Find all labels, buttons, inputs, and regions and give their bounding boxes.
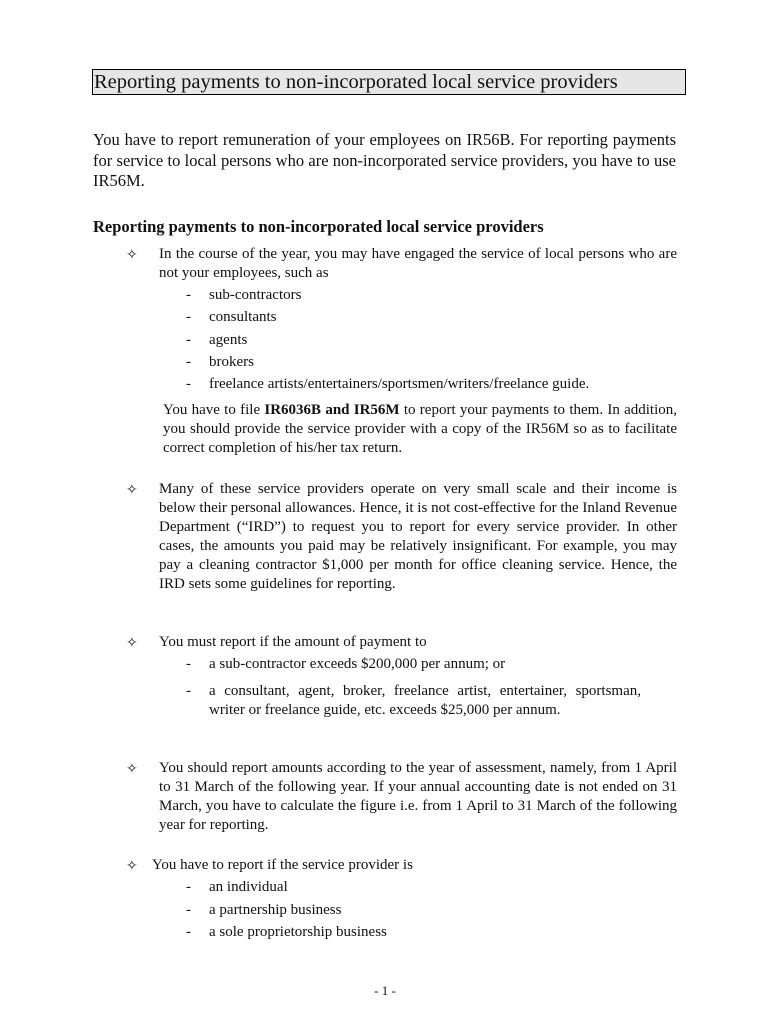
list-item: brokers bbox=[209, 354, 254, 370]
file-instruction-pre: You have to file bbox=[163, 402, 265, 418]
list-dash: - bbox=[186, 332, 191, 348]
list-item: a sub-contractor exceeds $200,000 per annum; or bbox=[209, 656, 506, 672]
list-dash: - bbox=[186, 879, 191, 895]
block4-paragraph: You should report amounts according to the year of assessment, namely, from 1 April to 31 March of the following year. If your annual accounting date is not ended on 31 March, you have to calculate the figure i.e. from 1 April to 31 March of the following year for reporting. bbox=[159, 760, 677, 833]
list-item: freelance artists/entertainers/sportsmen/writers/freelance guide. bbox=[209, 376, 590, 392]
list-dash: - bbox=[186, 683, 191, 699]
page-title: Reporting payments to non-incorporated local service providers bbox=[94, 71, 618, 93]
page-number: - 1 - bbox=[374, 983, 396, 998]
list-dash: - bbox=[186, 902, 191, 918]
diamond-bullet-icon: ✧ bbox=[126, 482, 138, 498]
file-instruction-post: to report your payments to them. In addition, you should provide the service provider with a copy of the IR56M so as to facilitate correct completion of his/her tax return. bbox=[163, 402, 677, 456]
intro-paragraph: You have to report remuneration of your employees on IR56B. For reporting payments for service to local persons who are non-incorporated service providers, you have to use IR56M. bbox=[93, 130, 676, 190]
block1-paragraph: In the course of the year, you may have engaged the service of local persons who are not your employees, such as bbox=[159, 246, 677, 281]
list-item: an individual bbox=[209, 879, 288, 895]
block3-paragraph: You must report if the amount of payment to bbox=[159, 634, 427, 650]
list-item: consultants bbox=[209, 309, 277, 325]
list-dash: - bbox=[186, 354, 191, 370]
list-dash: - bbox=[186, 287, 191, 303]
diamond-bullet-icon: ✧ bbox=[126, 858, 138, 874]
list-item: agents bbox=[209, 332, 248, 348]
block2-paragraph: Many of these service providers operate on very small scale and their income is below their personal allowances. Hence, it is not cost-effective for the Inland Revenue Department (“IRD”) to request you to report for every service provider. In other cases, the amounts you paid may be relatively insignificant. For example, you may pay a cleaning contractor $1,000 per month for office cleaning service. Hence, the IRD sets some guidelines for reporting. bbox=[159, 481, 677, 592]
list-item: a partnership business bbox=[209, 902, 342, 918]
file-instruction-paragraph bbox=[163, 401, 677, 458]
list-item: sub-contractors bbox=[209, 287, 302, 303]
diamond-bullet-icon: ✧ bbox=[126, 635, 138, 651]
block5-paragraph: You have to report if the service provider is bbox=[152, 857, 413, 873]
list-item: a sole proprietorship business bbox=[209, 924, 387, 940]
form-names: IR6036B and IR56M bbox=[264, 402, 400, 418]
diamond-bullet-icon: ✧ bbox=[126, 761, 138, 777]
list-dash: - bbox=[186, 924, 191, 940]
diamond-bullet-icon: ✧ bbox=[126, 247, 138, 263]
title-banner bbox=[92, 69, 686, 95]
section-heading: Reporting payments to non-incorporated local service providers bbox=[93, 217, 544, 236]
list-dash: - bbox=[186, 309, 191, 325]
list-item: a consultant, agent, broker, freelance artist, entertainer, sportsman, writer or freelance guide, etc. exceeds $25,000 per annum. bbox=[209, 683, 641, 718]
list-dash: - bbox=[186, 656, 191, 672]
list-dash: - bbox=[186, 376, 191, 392]
